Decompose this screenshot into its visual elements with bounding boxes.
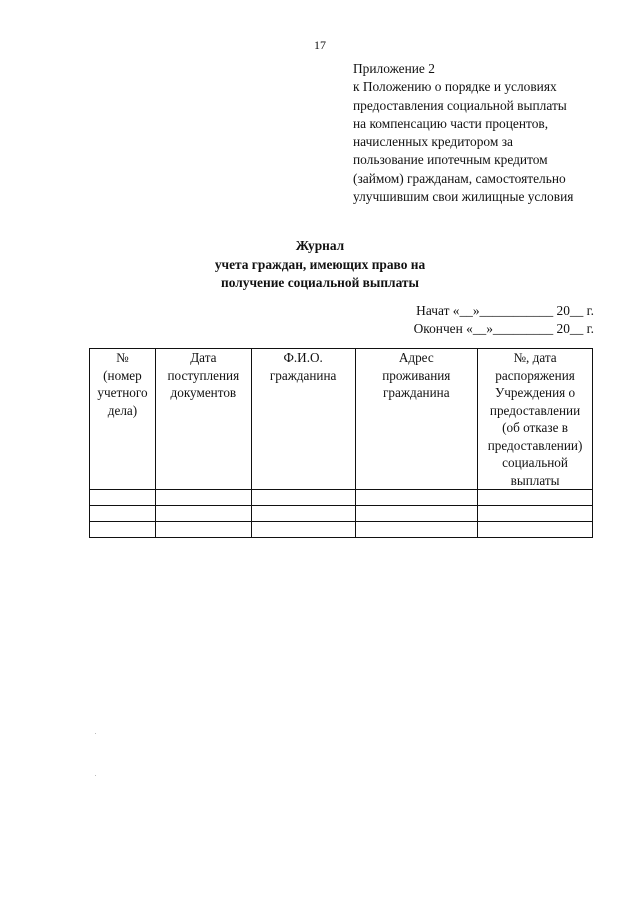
- table-cell: [251, 490, 355, 506]
- journal-title-line: Журнал: [295, 238, 345, 253]
- table-cell: [478, 490, 593, 506]
- journal-subtitle-line: учета граждан, имеющих право на: [214, 256, 426, 272]
- table-cell: [90, 522, 156, 538]
- appendix-line: начисленных кредитором за: [353, 134, 513, 150]
- appendix-line: улучшившим свои жилищные условия: [353, 189, 574, 205]
- table-row: [90, 506, 593, 522]
- appendix-line: Приложение 2: [353, 61, 435, 76]
- journal-title: [0, 237, 640, 293]
- column-header-label: № (номер учетного дела): [97, 350, 148, 418]
- table-cell: [155, 490, 251, 506]
- column-header-label: Дата поступления документов: [167, 350, 240, 400]
- page-number: 17: [314, 38, 326, 52]
- column-header-full-name: [251, 349, 355, 490]
- appendix-heading: [353, 60, 633, 206]
- table-cell: [155, 506, 251, 522]
- table-cell: [355, 506, 478, 522]
- table-cell: [90, 490, 156, 506]
- column-header-receipt-date: [155, 349, 251, 490]
- journal-dates: [380, 302, 594, 338]
- started-date-line: Начат «__»___________ 20__ г.: [416, 303, 594, 318]
- journal-subtitle-line: получение социальной выплаты: [221, 275, 419, 290]
- finished-date-line: Окончен «__»_________ 20__ г.: [413, 321, 594, 336]
- table-cell: [251, 506, 355, 522]
- table-header-row: [90, 349, 593, 490]
- table-cell: [155, 522, 251, 538]
- table-cell: [478, 506, 593, 522]
- table-row: [90, 522, 593, 538]
- column-header-number: [90, 349, 156, 490]
- table-cell: [251, 522, 355, 538]
- column-header-label: Ф.И.О. гражданина: [269, 350, 337, 383]
- scan-speck: [95, 733, 96, 734]
- register-table: [89, 348, 593, 538]
- appendix-line: (займом) гражданам, самостоятельно: [353, 170, 566, 186]
- column-header-order: [478, 349, 593, 490]
- appendix-line: пользование ипотечным кредитом: [353, 152, 548, 168]
- appendix-line: предоставления социальной выплаты: [353, 97, 567, 113]
- appendix-line: к Положению о порядке и условиях: [353, 79, 557, 95]
- column-header-label: Адрес проживания гражданина: [382, 350, 451, 400]
- table-cell: [355, 522, 478, 538]
- table-row: [90, 490, 593, 506]
- table-cell: [355, 490, 478, 506]
- column-header-address: [355, 349, 478, 490]
- appendix-line: на компенсацию части процентов,: [353, 115, 549, 131]
- scan-speck: [95, 775, 96, 776]
- column-header-label: №, дата распоряжения Учреждения о предоставлении (об отказе в предоставлении) социальной выплаты: [487, 350, 583, 488]
- table-cell: [478, 522, 593, 538]
- table-cell: [90, 506, 156, 522]
